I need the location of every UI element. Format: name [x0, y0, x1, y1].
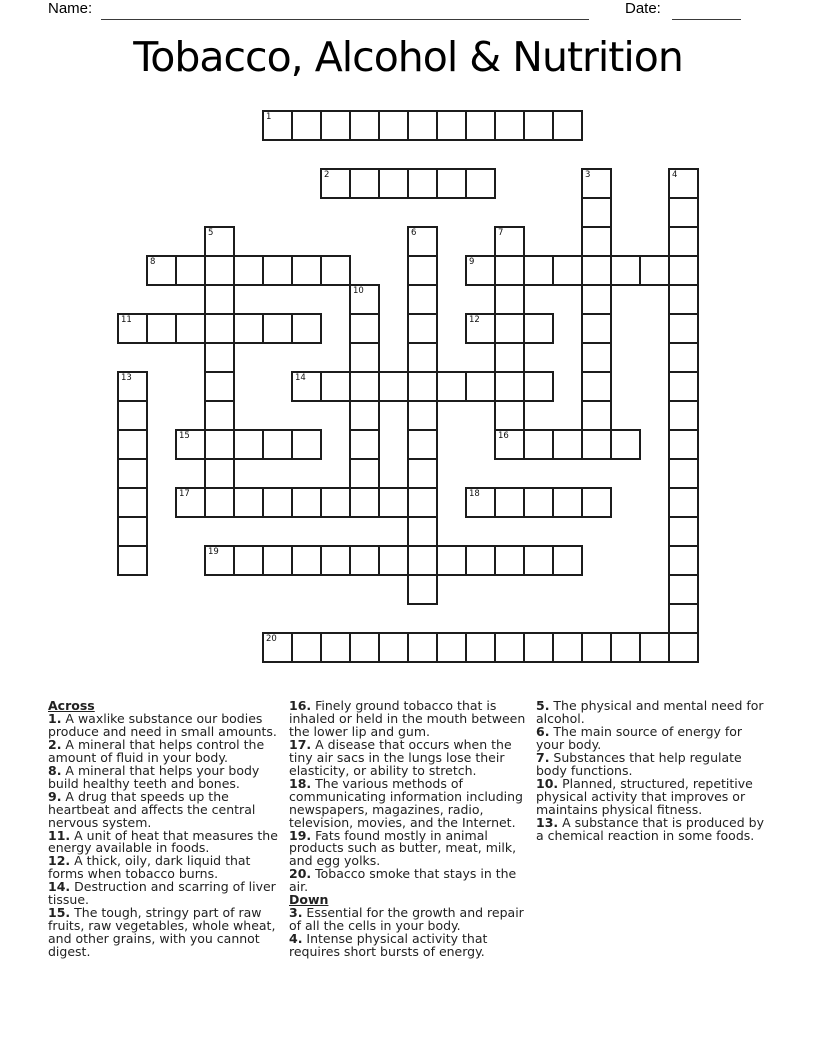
cell-number: 19 — [208, 547, 219, 557]
grid-cell[interactable] — [639, 632, 670, 663]
grid-cell[interactable] — [320, 255, 351, 286]
grid-cell[interactable] — [668, 255, 699, 286]
grid-cell[interactable] — [262, 110, 293, 141]
grid-cell[interactable] — [610, 632, 641, 663]
cell-number: 5 — [208, 228, 214, 238]
cell-number: 8 — [150, 257, 156, 267]
grid-cell[interactable] — [378, 110, 409, 141]
grid-cell[interactable] — [668, 516, 699, 547]
grid-cell[interactable] — [465, 313, 496, 344]
grid-cell[interactable] — [378, 632, 409, 663]
clue-number: 7. — [536, 749, 550, 765]
grid-cell[interactable] — [552, 429, 583, 460]
clue-column — [289, 700, 532, 959]
cell-number: 15 — [179, 431, 190, 441]
clue-item: 14. Destruction and scarring of liver tissue. — [48, 879, 276, 908]
clue-number: 15. — [48, 905, 71, 921]
cell-number: 11 — [121, 315, 132, 325]
grid-cell[interactable] — [407, 226, 438, 257]
grid-cell[interactable] — [465, 371, 496, 402]
grid-cell[interactable] — [523, 255, 554, 286]
grid-cell[interactable] — [291, 313, 322, 344]
grid-cell[interactable] — [494, 371, 525, 402]
grid-cell[interactable] — [581, 342, 612, 373]
grid-cell[interactable] — [349, 545, 380, 576]
clue-number: 18. — [289, 775, 312, 791]
grid-cell[interactable] — [407, 371, 438, 402]
clue-item: 16. Finely ground tobacco that is inhaled or held in the mouth between the lower lip and gum. — [289, 698, 526, 739]
grid-cell[interactable] — [581, 429, 612, 460]
clue-number: 17. — [289, 736, 312, 752]
grid-cell[interactable] — [552, 632, 583, 663]
clue-item: 19. Fats found mostly in animal products such as butter, meat, milk, and egg yolks. — [289, 827, 517, 869]
grid-cell[interactable] — [233, 313, 264, 344]
grid-cell[interactable] — [233, 487, 264, 518]
grid-cell[interactable] — [523, 313, 554, 344]
clue-number: 8. — [48, 762, 62, 778]
grid-cell[interactable] — [610, 429, 641, 460]
cell-number: 4 — [672, 170, 678, 180]
grid-cell[interactable] — [494, 429, 525, 460]
clue-item: 18. The various methods of communicating information including newspapers, magazines, radio, television, movies, and the Internet. — [289, 775, 523, 830]
grid-cell[interactable] — [204, 226, 235, 257]
grid-cell[interactable] — [204, 371, 235, 402]
cell-number: 1 — [266, 112, 272, 122]
clue-item: 7. Substances that help regulate body functions. — [536, 749, 742, 778]
grid-cell[interactable] — [436, 371, 467, 402]
grid-cell[interactable] — [494, 342, 525, 373]
grid-cell[interactable] — [465, 168, 496, 199]
clue-column — [48, 700, 287, 959]
cell-number: 10 — [353, 286, 364, 296]
clue-column — [536, 700, 772, 842]
grid-cell[interactable] — [436, 168, 467, 199]
grid-cell[interactable] — [668, 197, 699, 228]
grid-cell[interactable] — [668, 487, 699, 518]
clue-heading: Down — [289, 892, 329, 908]
grid-cell[interactable] — [552, 255, 583, 286]
grid-cell[interactable] — [668, 168, 699, 199]
clue-number: 14. — [48, 879, 71, 895]
clue-item: 3. Essential for the growth and repair of all the cells in your body. — [289, 905, 524, 934]
clue-number: 19. — [289, 827, 312, 843]
grid-cell[interactable] — [668, 603, 699, 634]
grid-cell[interactable] — [349, 168, 380, 199]
grid-cell[interactable] — [204, 458, 235, 489]
grid-cell[interactable] — [494, 545, 525, 576]
grid-cell[interactable] — [320, 487, 351, 518]
grid-cell[interactable] — [407, 545, 438, 576]
grid-cell[interactable] — [407, 574, 438, 605]
grid-cell[interactable] — [175, 487, 206, 518]
clue-item: 20. Tobacco smoke that stays in the air. — [289, 866, 517, 895]
grid-cell[interactable] — [465, 487, 496, 518]
grid-cell[interactable] — [668, 458, 699, 489]
grid-cell[interactable] — [407, 110, 438, 141]
grid-cell[interactable] — [349, 110, 380, 141]
grid-cell[interactable] — [552, 487, 583, 518]
cell-number: 3 — [585, 170, 591, 180]
grid-cell[interactable] — [407, 168, 438, 199]
grid-cell[interactable] — [349, 313, 380, 344]
grid-cell[interactable] — [175, 313, 206, 344]
grid-cell[interactable] — [117, 545, 148, 576]
cell-number: 16 — [498, 431, 509, 441]
cell-number: 2 — [324, 170, 330, 180]
grid-cell[interactable] — [349, 400, 380, 431]
grid-cell[interactable] — [668, 371, 699, 402]
grid-cell[interactable] — [581, 168, 612, 199]
clue-item: 13. A substance that is produced by a chemical reaction in some foods. — [536, 814, 764, 843]
grid-cell[interactable] — [523, 545, 554, 576]
grid-cell[interactable] — [581, 371, 612, 402]
cell-number: 17 — [179, 489, 190, 499]
grid-cell[interactable] — [407, 632, 438, 663]
grid-cell[interactable] — [668, 284, 699, 315]
cell-number: 18 — [469, 489, 480, 499]
grid-cell[interactable] — [320, 110, 351, 141]
cell-number: 6 — [411, 228, 417, 238]
clue-number: 9. — [48, 788, 62, 804]
grid-cell[interactable] — [668, 226, 699, 257]
grid-cell[interactable] — [117, 458, 148, 489]
grid-cell[interactable] — [349, 458, 380, 489]
grid-cell[interactable] — [407, 313, 438, 344]
grid-cell[interactable] — [407, 342, 438, 373]
grid-cell[interactable] — [320, 168, 351, 199]
grid-cell[interactable] — [378, 487, 409, 518]
grid-cell[interactable] — [523, 110, 554, 141]
grid-cell[interactable] — [349, 371, 380, 402]
grid-cell[interactable] — [117, 371, 148, 402]
name-line[interactable] — [101, 1, 589, 20]
clue-number: 3. — [289, 905, 303, 921]
grid-cell[interactable] — [668, 545, 699, 576]
clue-number: 13. — [536, 814, 559, 830]
grid-cell[interactable] — [581, 197, 612, 228]
grid-cell[interactable] — [262, 429, 293, 460]
grid-cell[interactable] — [262, 545, 293, 576]
clue-item: 1. A waxlike substance our bodies produce and need in small amounts. — [48, 710, 277, 739]
grid-cell[interactable] — [668, 429, 699, 460]
grid-cell[interactable] — [494, 226, 525, 257]
grid-cell[interactable] — [407, 284, 438, 315]
grid-cell[interactable] — [291, 632, 322, 663]
grid-cell[interactable] — [291, 110, 322, 141]
clue-number: 5. — [536, 698, 550, 713]
grid-cell[interactable] — [204, 284, 235, 315]
grid-cell[interactable] — [407, 487, 438, 518]
grid-cell[interactable] — [291, 255, 322, 286]
clue-item: 8. A mineral that helps your body build healthy teeth and bones. — [48, 762, 260, 791]
grid-cell[interactable] — [204, 429, 235, 460]
grid-cell[interactable] — [668, 632, 699, 663]
clue-heading: Across — [48, 698, 95, 713]
clue-item: 17. A disease that occurs when the tiny air sacs in the lungs lose their elasticity, or ability to stretch. — [289, 736, 512, 778]
grid-cell[interactable] — [233, 429, 264, 460]
grid-cell[interactable] — [378, 168, 409, 199]
cell-number: 14 — [295, 373, 306, 383]
grid-cell[interactable] — [117, 313, 148, 344]
grid-cell[interactable] — [494, 400, 525, 431]
grid-cell[interactable] — [233, 255, 264, 286]
grid-cell[interactable] — [407, 255, 438, 286]
grid-cell[interactable] — [291, 371, 322, 402]
grid-cell[interactable] — [291, 487, 322, 518]
grid-cell[interactable] — [465, 255, 496, 286]
clue-item: 5. The physical and mental need for alcohol. — [536, 698, 764, 726]
grid-cell[interactable] — [117, 516, 148, 547]
grid-cell[interactable] — [175, 429, 206, 460]
grid-cell[interactable] — [494, 255, 525, 286]
grid-cell[interactable] — [204, 342, 235, 373]
page-title: Tobacco, Alcohol & Nutrition — [133, 33, 683, 81]
clue-number: 4. — [289, 931, 303, 947]
clue-number: 12. — [48, 853, 71, 869]
clue-item: 15. The tough, stringy part of raw fruits, raw vegetables, whole wheat, and other grains, with you cannot digest. — [48, 905, 276, 960]
clue-number: 11. — [48, 827, 71, 843]
clue-number: 16. — [289, 698, 312, 713]
grid-cell[interactable] — [262, 487, 293, 518]
grid-cell[interactable] — [262, 255, 293, 286]
grid-cell[interactable] — [175, 255, 206, 286]
grid-cell[interactable] — [494, 110, 525, 141]
grid-cell[interactable] — [523, 632, 554, 663]
cell-number: 7 — [498, 228, 504, 238]
cell-number: 20 — [266, 634, 277, 644]
clue-item: 11. A unit of heat that measures the energy available in foods. — [48, 827, 278, 856]
grid-cell[interactable] — [494, 632, 525, 663]
clue-item: 12. A thick, oily, dark liquid that forms when tobacco burns. — [48, 853, 251, 882]
clue-item: 4. Intense physical activity that requires short bursts of energy. — [289, 931, 488, 960]
grid-cell[interactable] — [581, 255, 612, 286]
cell-number: 9 — [469, 257, 475, 267]
grid-cell[interactable] — [552, 545, 583, 576]
grid-cell[interactable] — [465, 632, 496, 663]
grid-cell[interactable] — [349, 487, 380, 518]
grid-cell[interactable] — [668, 342, 699, 373]
grid-cell[interactable] — [117, 487, 148, 518]
grid-cell[interactable] — [349, 342, 380, 373]
name-label: Name: — [48, 0, 93, 17]
grid-cell[interactable] — [552, 110, 583, 141]
grid-cell[interactable] — [465, 110, 496, 141]
grid-cell[interactable] — [204, 545, 235, 576]
grid-cell[interactable] — [233, 545, 264, 576]
clue-number: 1. — [48, 710, 62, 726]
clue-number: 10. — [536, 775, 559, 791]
grid-cell[interactable] — [262, 313, 293, 344]
grid-cell[interactable] — [117, 429, 148, 460]
clue-item: 9. A drug that speeds up the heartbeat and affects the central nervous system. — [48, 788, 256, 830]
grid-cell[interactable] — [581, 226, 612, 257]
grid-cell[interactable] — [639, 255, 670, 286]
grid-cell[interactable] — [523, 429, 554, 460]
grid-cell[interactable] — [320, 371, 351, 402]
grid-cell[interactable] — [407, 458, 438, 489]
cell-number: 12 — [469, 315, 480, 325]
grid-cell[interactable] — [436, 632, 467, 663]
grid-cell[interactable] — [407, 400, 438, 431]
grid-cell[interactable] — [378, 371, 409, 402]
grid-cell[interactable] — [262, 632, 293, 663]
grid-cell[interactable] — [465, 545, 496, 576]
clue-number: 2. — [48, 736, 62, 752]
grid-cell[interactable] — [523, 487, 554, 518]
grid-cell[interactable] — [349, 632, 380, 663]
grid-cell[interactable] — [204, 487, 235, 518]
grid-cell[interactable] — [349, 284, 380, 315]
grid-cell[interactable] — [581, 632, 612, 663]
grid-cell[interactable] — [610, 255, 641, 286]
grid-cell[interactable] — [581, 400, 612, 431]
grid-cell[interactable] — [581, 487, 612, 518]
grid-cell[interactable] — [349, 429, 380, 460]
grid-cell[interactable] — [204, 255, 235, 286]
grid-cell[interactable] — [436, 110, 467, 141]
clue-item: 6. The main source of energy for your body. — [536, 723, 743, 752]
grid-cell[interactable] — [407, 429, 438, 460]
grid-cell[interactable] — [407, 516, 438, 547]
cell-number: 13 — [121, 373, 132, 383]
date-label: Date: — [625, 0, 661, 17]
clue-number: 6. — [536, 723, 550, 739]
grid-cell[interactable] — [291, 429, 322, 460]
grid-cell[interactable] — [291, 545, 322, 576]
grid-cell[interactable] — [523, 371, 554, 402]
grid-cell[interactable] — [494, 313, 525, 344]
clue-item: 2. A mineral that helps control the amount of fluid in your body. — [48, 736, 265, 765]
grid-cell[interactable] — [494, 487, 525, 518]
grid-cell[interactable] — [581, 284, 612, 315]
grid-cell[interactable] — [146, 313, 177, 344]
grid-cell[interactable] — [320, 632, 351, 663]
date-line[interactable] — [672, 1, 741, 20]
grid-cell[interactable] — [436, 545, 467, 576]
grid-cell[interactable] — [668, 400, 699, 431]
grid-cell[interactable] — [668, 313, 699, 344]
grid-cell[interactable] — [378, 545, 409, 576]
grid-cell[interactable] — [204, 313, 235, 344]
grid-cell[interactable] — [668, 574, 699, 605]
grid-cell[interactable] — [146, 255, 177, 286]
grid-cell[interactable] — [204, 400, 235, 431]
grid-cell[interactable] — [117, 400, 148, 431]
clue-item: 10. Planned, structured, repetitive physical activity that improves or maintains physical fitness. — [536, 775, 753, 817]
grid-cell[interactable] — [581, 313, 612, 344]
grid-cell[interactable] — [494, 284, 525, 315]
grid-cell[interactable] — [320, 545, 351, 576]
clue-number: 20. — [289, 866, 312, 882]
